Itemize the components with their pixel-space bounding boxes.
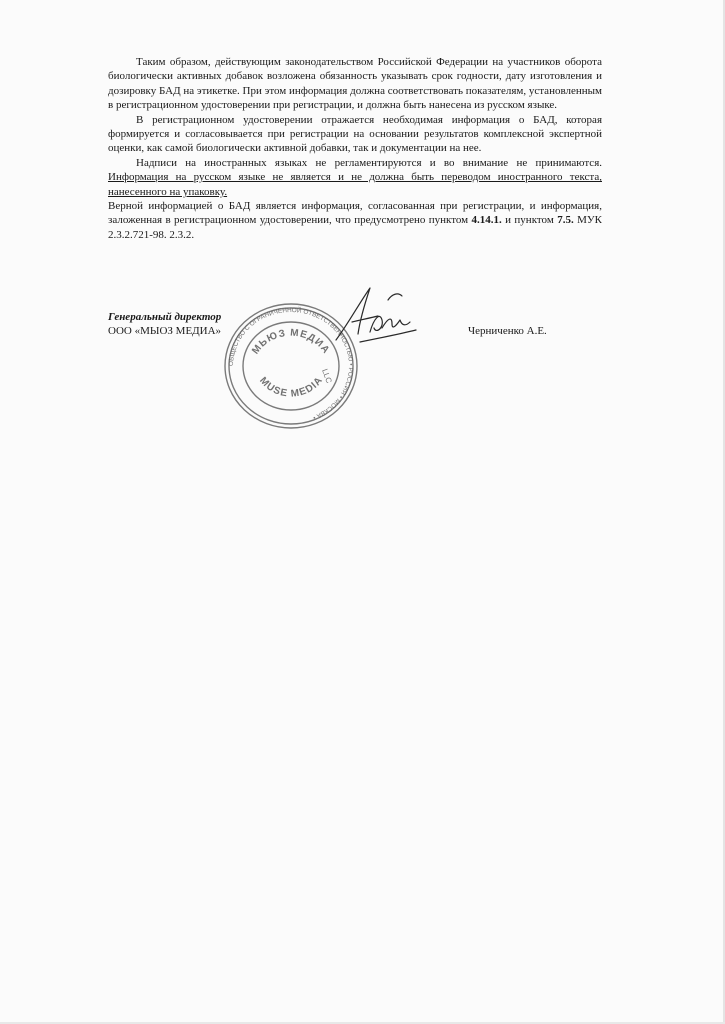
paragraph-4-text-3: МУК 2.3.2.721-98. 2.3.2. xyxy=(108,214,602,241)
paragraph-4-bold-2: 7.5. xyxy=(557,214,574,227)
paragraph-2: В регистрационном удостоверении отражается необходимая информация о БАД, которая формируется и согласовывается при регистрации на основании результатов комплексной экспертной оценки, как самой биологически активной добавки, так и документации на нее. xyxy=(108,113,602,155)
stamp-suffix: LLC xyxy=(320,367,334,385)
paragraph-3-plain: Надписи на иностранных языках не регламентируются и во внимание не принимаются. xyxy=(136,156,602,169)
svg-text:МЬЮЗ МЕДИА xyxy=(250,328,332,357)
signer-organization: ООО «МЫОЗ МЕДИА» xyxy=(108,325,222,337)
signer-title: Генеральный директор xyxy=(108,311,222,323)
paragraph-4-bold-1: 4.14.1. xyxy=(471,214,502,227)
paragraph-3 xyxy=(108,156,602,199)
signer-name: Черниченко А.Е. xyxy=(468,325,547,337)
paragraph-4-text-2: и пунктом xyxy=(501,214,558,227)
paragraph-4-text-1: Верной информацией о БАД является информация, согласованная при регистрации, и информация, заложенная в регистрационном удостоверении, что предусмотрено пунктом xyxy=(108,200,602,227)
paragraph-3-underlined: Информация на русском языке не является и не должна быть переводом иностранного текста, нанесенного на упаковку. xyxy=(108,171,602,198)
stamp-text-bottom: MUSE MEDIA xyxy=(257,374,326,400)
stamp-ring-text: ОБЩЕСТВО С ОГРАНИЧЕННОЙ ОТВЕТСТВЕННОСТЬЮ • РОССИЯ • МОСКВА • xyxy=(227,306,355,421)
handwritten-signature xyxy=(330,282,420,350)
paragraph-1: Таким образом, действующим законодательством Российской Федерации на участников оборота биологически активных добавок возложена обязанность указывать срок годности, дату изготовления и дозировку БАД на этикетке. При этом информация должна соответствовать показателям, установленным в регистрационном удостоверении при регистрации, и должна быть нанесена из русском языке. xyxy=(108,56,602,112)
svg-text:MUSE MEDIA xyxy=(257,375,325,400)
stamp-text-top: МЬЮЗ МЕДИА xyxy=(250,327,332,357)
body-text xyxy=(108,55,602,242)
paragraph-4 xyxy=(108,199,602,242)
